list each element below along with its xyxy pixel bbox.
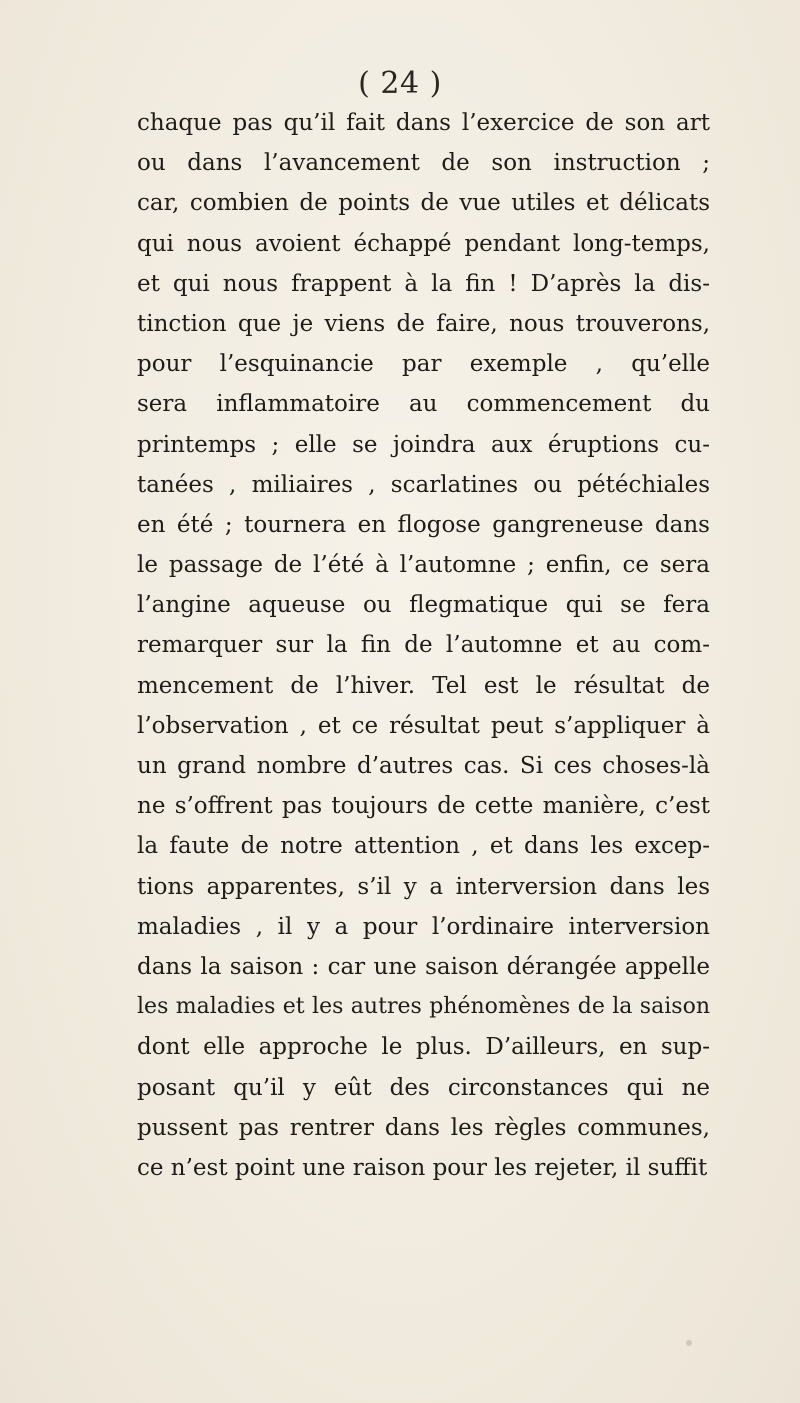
text-line: le passage de l’été à l’automne ; enfin, ce sera [137, 552, 710, 579]
page-number: ( 24 ) [358, 66, 442, 101]
text-line: posant qu’il y eût des circonstances qui ne [137, 1074, 710, 1101]
body-text [137, 103, 710, 1188]
text-line: maladies , il y a pour l’ordinaire interversion [137, 913, 710, 940]
text-line: l’observation , et ce résultat peut s’appliquer à [137, 712, 710, 739]
text-line: printemps ; elle se joindra aux éruptions cu- [137, 431, 710, 458]
text-line: ou dans l’avancement de son instruction ; [137, 150, 710, 177]
text-line: en été ; tournera en flogose gangreneuse dans [137, 511, 710, 538]
text-line: sera inflammatoire au commencement du [137, 391, 710, 418]
text-line: pour l’esquinancie par exemple , qu’elle [137, 351, 710, 378]
text-line: tinction que je viens de faire, nous trouverons, [137, 310, 710, 337]
text-line: la faute de notre attention , et dans les excep- [137, 833, 710, 860]
text-line: dont elle approche le plus. D’ailleurs, en sup- [137, 1034, 710, 1061]
text-line: tions apparentes, s’il y a interversion dans les [137, 873, 710, 900]
text-line: l’angine aqueuse ou flegmatique qui se fera [137, 592, 710, 619]
text-line: ce n’est point une raison pour les rejeter, il suffit [137, 1154, 708, 1181]
text-line: tanées , miliaires , scarlatines ou pétéchiales [137, 471, 710, 498]
text-line: mencement de l’hiver. Tel est le résultat de [137, 672, 710, 699]
text-line: remarquer sur la fin de l’automne et au com- [137, 632, 710, 659]
paper-speck [686, 1340, 692, 1346]
text-line: pussent pas rentrer dans les règles communes, [137, 1114, 710, 1141]
text-line: chaque pas qu’il fait dans l’exercice de son art [137, 110, 710, 136]
text-line: ne s’offrent pas toujours de cette manière, c’est [137, 793, 710, 820]
text-line: dans la saison : car une saison dérangée appelle [137, 953, 710, 980]
text-line: et qui nous frappent à la fin ! D’après la dis- [137, 270, 710, 297]
text-line: qui nous avoient échappé pendant long-temps, [137, 230, 710, 257]
text-line: car, combien de points de vue utiles et délicats [137, 190, 710, 217]
text-line: les maladies et les autres phénomènes de la saison [137, 994, 710, 1020]
text-line: un grand nombre d’autres cas. Si ces choses-là [137, 753, 710, 779]
